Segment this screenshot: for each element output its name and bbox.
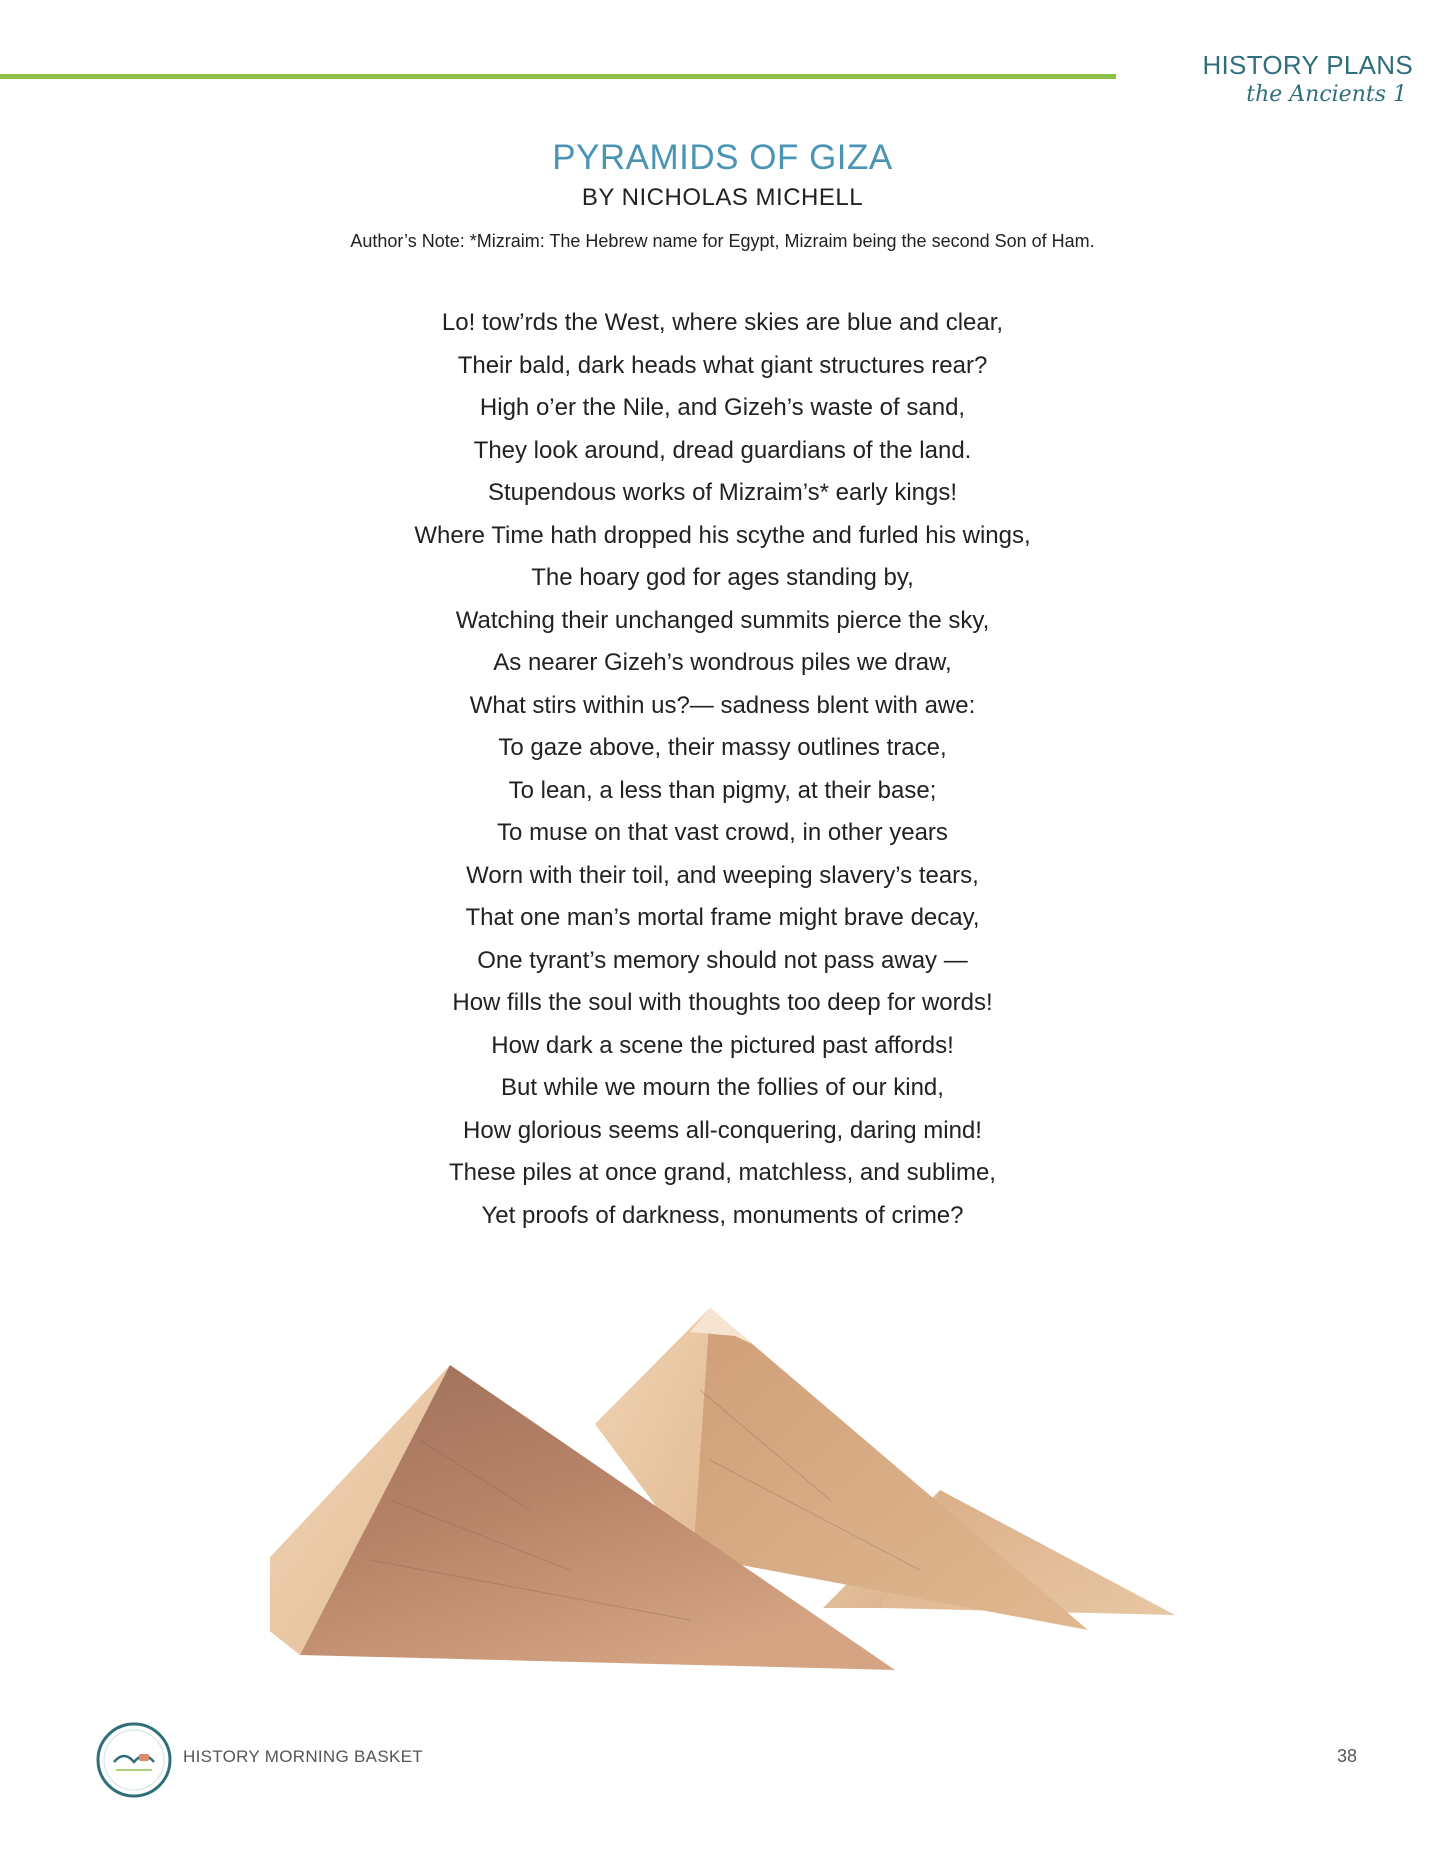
poem-line: Watching their unchanged summits pierce the sky, [455, 606, 990, 634]
poem-line: These piles at once grand, matchless, and sublime, [449, 1159, 996, 1186]
poem-title: PYRAMIDS OF GIZA [552, 138, 893, 177]
poem-line: Where Time hath dropped his scythe and furled his wings, [414, 521, 1031, 549]
poem-line: What stirs within us?— sadness blent with awe: [469, 691, 976, 719]
poem-heading [0, 137, 1445, 253]
footer-brand: HISTORY MORNING BASKET [183, 1747, 423, 1766]
poem-line: Yet proofs of darkness, monuments of crime? [481, 1201, 964, 1229]
morning-basket-logo-icon [94, 1720, 174, 1800]
poem-line: That one man’s mortal frame might brave decay, [465, 904, 980, 931]
poem-line: Worn with their toil, and weeping slavery’s tears, [466, 861, 979, 889]
poem-line: Stupendous works of Mizraim’s* early kings! [487, 479, 958, 506]
poem-line: They look around, dread guardians of the land. [473, 436, 972, 464]
poem-line: To gaze above, their massy outlines trace, [498, 734, 947, 761]
poem-line: Lo! tow’rds the West, where skies are blue and clear, [441, 309, 1004, 336]
poem-line: Their bald, dark heads what giant structures rear? [457, 351, 988, 379]
poem-line: To muse on that vast crowd, in other years [497, 819, 948, 846]
page-number: 38 [1336, 1746, 1357, 1766]
section-header [1202, 50, 1413, 108]
poem-line: How fills the soul with thoughts too deep for words! [452, 989, 993, 1016]
poem-line: To lean, a less than pigmy, at their base; [508, 776, 937, 804]
author-note: Author’s Note: *Mizraim: The Hebrew name for Egypt, Mizraim being the second Son of Ham. [350, 231, 1095, 251]
header-accent-rule [0, 74, 1116, 79]
poem-line: The hoary god for ages standing by, [531, 564, 914, 591]
poem-line: As nearer Gizeh’s wondrous piles we draw, [493, 649, 952, 676]
poem-line: High o’er the Nile, and Gizeh’s waste of sand, [479, 394, 966, 421]
poem-author: BY NICHOLAS MICHELL [581, 184, 864, 211]
section-subtitle: the Ancients 1 [1246, 82, 1407, 107]
pyramids-illustration-icon [270, 1240, 1190, 1670]
poem-line: But while we mourn the follies of our kind, [501, 1074, 944, 1101]
poem-line: How dark a scene the pictured past affords! [491, 1031, 954, 1059]
section-title: HISTORY PLANS [1202, 50, 1413, 80]
poem-line: How glorious seems all-conquering, daring mind! [463, 1116, 982, 1144]
poem-line: One tyrant’s memory should not pass away — [477, 946, 968, 974]
poem-body [0, 302, 1445, 1237]
